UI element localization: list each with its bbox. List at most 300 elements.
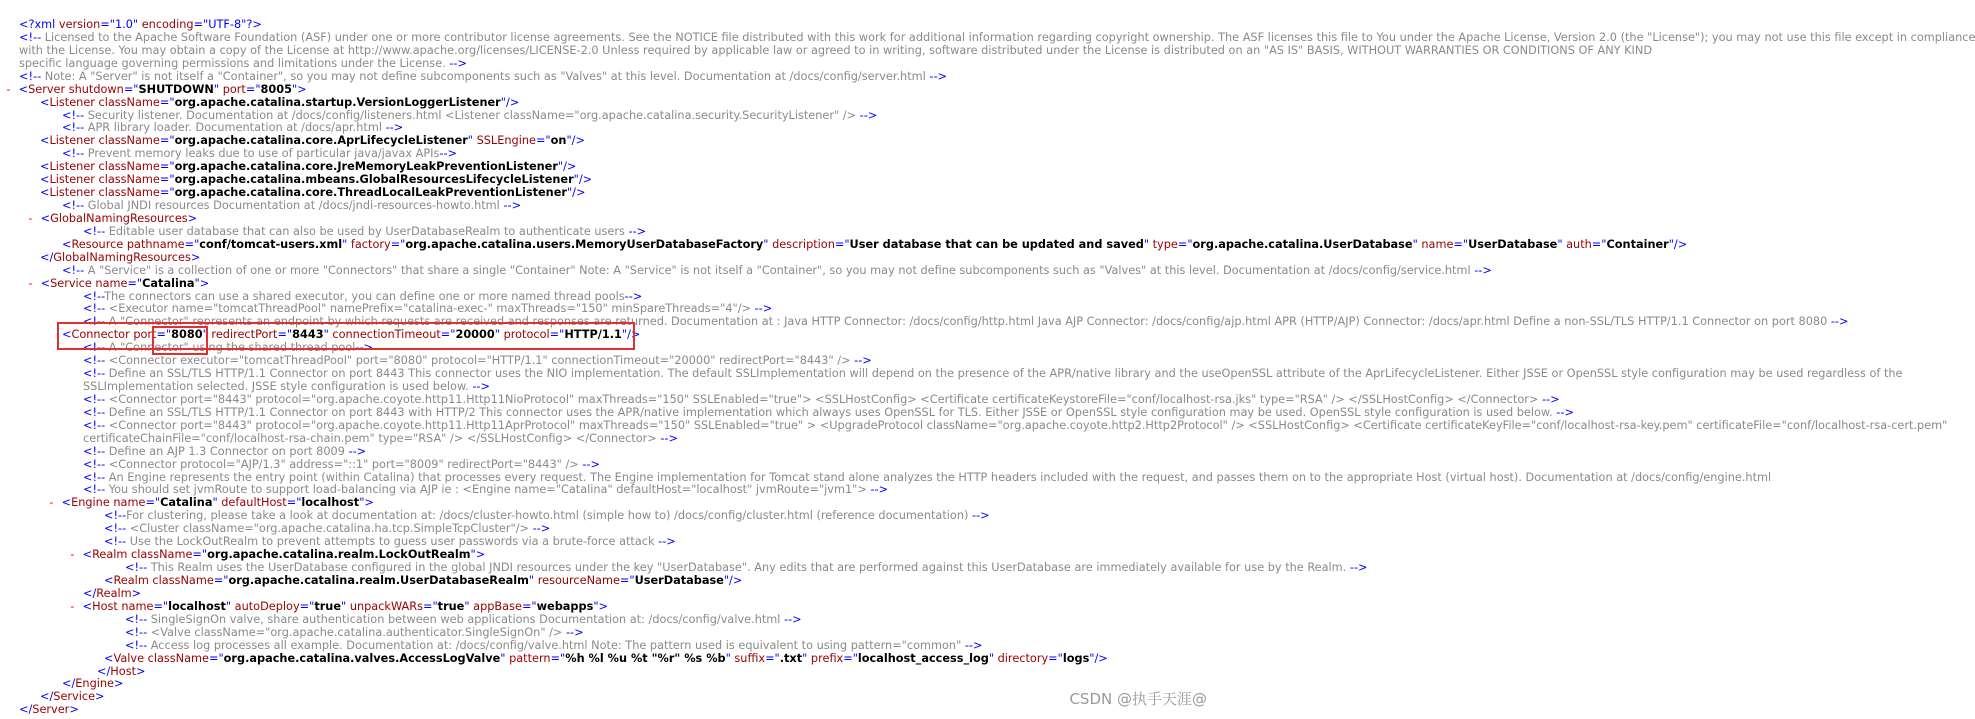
- xml-comment: Use the LockOutRealm to prevent attempts to guess user passwords via a brute-force attack: [129, 535, 659, 549]
- xml-attr-name: name: [113, 496, 146, 510]
- xml-line: [69, 548, 485, 561]
- xml-tag-name: Listener: [49, 173, 99, 187]
- xml-attr-name: SSLEngine: [476, 134, 536, 148]
- collapse-toggle[interactable]: -: [5, 82, 19, 96]
- xml-attr-name: suffix: [734, 651, 766, 665]
- xml-punct: -->: [854, 354, 872, 368]
- xml-comment: with the License. You may obtain a copy of the License at http://www.apache.org/licenses/LICENSE-2.0 Unless required by applicable law or agreed to in writing, software distributed under the License is distributed on an "AS IS" BASIS, WITHOUT WARRANTIES OR CONDITIONS OF ANY KIND: [19, 43, 1653, 57]
- xml-punct: <!--: [125, 612, 151, 626]
- xml-tag-name: Service: [53, 690, 96, 704]
- xml-attr-value: org.apache.catalina.realm.LockOutRealm: [207, 548, 471, 562]
- xml-punct: -->: [565, 625, 584, 639]
- xml-comment: A "Connector" using the shared thread pool: [108, 341, 356, 355]
- xml-punct: "/>: [557, 160, 577, 174]
- xml-tag-name: Listener: [49, 186, 99, 200]
- xml-line: [40, 134, 585, 147]
- xml-punct: ": [467, 134, 477, 148]
- xml-attr-value: conf/tomcat-users.xml: [199, 237, 343, 251]
- xml-punct: -->: [355, 341, 374, 355]
- xml-line: [83, 432, 678, 445]
- xml-punct: ">: [470, 548, 486, 562]
- xml-punct: ="1.0": [100, 18, 142, 31]
- xml-attr-value: org.apache.catalina.core.JreMemoryLeakPreventionListener: [174, 160, 558, 174]
- xml-punct: <: [82, 548, 93, 562]
- xml-comment: For clustering, please take a look at documentation at: /docs/cluster-howto.html (simple how to) /docs/config/cluster.html (reference documentation): [126, 509, 972, 523]
- xml-punct: =": [159, 134, 175, 148]
- xml-punct: "/>: [566, 186, 586, 200]
- xml-punct: =": [1048, 651, 1063, 665]
- xml-attr-name: className: [98, 160, 160, 174]
- xml-punct: <: [104, 573, 114, 587]
- xml-comment: certificateChainFile="conf/localhost-rsa-chain.pem" type="RSA" /> </SSLHostConfig> </Connector>: [83, 431, 661, 445]
- xml-punct: <!--: [83, 354, 109, 368]
- xml-attr-value: on: [550, 134, 567, 148]
- collapse-toggle[interactable]: -: [48, 496, 62, 510]
- xml-punct: </: [97, 664, 111, 678]
- xml-punct: =": [213, 573, 229, 587]
- xml-punct: -->: [624, 289, 643, 303]
- xml-comment: Global JNDI resources Documentation at /docs/jndi-resources-howto.html: [87, 199, 504, 213]
- xml-attr-name: connectionTimeout: [332, 328, 441, 342]
- xml-line: [83, 406, 1574, 419]
- xml-punct: =": [277, 328, 293, 342]
- xml-comment: Define an AJP 1.3 Connector on port 8009: [108, 444, 349, 458]
- xml-punct: -->: [658, 535, 676, 549]
- xml-punct: -->: [1556, 405, 1574, 419]
- port-highlight-box: [152, 326, 208, 355]
- xml-punct: =": [521, 599, 537, 613]
- xml-punct: "/>: [1668, 237, 1688, 251]
- xml-line: [62, 199, 521, 212]
- xml-punct: <: [40, 95, 50, 109]
- xml-attr-value: localhost: [168, 599, 226, 613]
- xml-attr-name: directory: [997, 651, 1049, 665]
- xml-punct: <!--: [125, 625, 151, 639]
- xml-punct: <!--: [104, 535, 130, 549]
- xml-punct: -->: [1830, 315, 1849, 329]
- xml-punct: <!--: [62, 108, 88, 122]
- xml-punct: >: [131, 586, 142, 600]
- xml-attr-value: org.apache.catalina.realm.UserDatabaseRealm: [228, 573, 529, 587]
- xml-punct: =": [299, 599, 315, 613]
- xml-punct: ": [1412, 237, 1422, 251]
- xml-comment: An Engine represents the entry point (within Catalina) that processes every request. The Engine implementation for Tomcat stand alone analyzes the HTTP headers included with the request, and passes them on to the appropriate Host (virtual host). Documentation at /docs/config/engine.html: [108, 470, 1772, 484]
- xml-punct: <!--: [83, 457, 109, 471]
- xml-line: [62, 121, 403, 134]
- xml-line: [69, 600, 608, 613]
- xml-attr-name: unpackWARs: [349, 599, 423, 613]
- xml-punct: <!--: [19, 30, 45, 44]
- xml-comment: Note: A "Server" is not itself a "Container", so you may not define subcomponents such as "Valves" at this level. Documentation at /docs/config/server.html: [44, 69, 930, 83]
- xml-punct: -->: [1474, 263, 1492, 277]
- xml-punct: <!--: [83, 367, 109, 381]
- xml-attr-name: autoDeploy: [234, 599, 300, 613]
- xml-punct: -->: [439, 147, 457, 161]
- xml-line: [62, 147, 457, 160]
- xml-comment: Define an SSL/TLS HTTP/1.1 Connector on port 8443 This connector uses the NIO implementation. The default SSLImplementation will depend on the presence of the APR/native library and the useOpenSSL attribute of the AprLifecycleListener. Either JSSE or OpenSSL style configuration may be used regardless of the: [108, 367, 1903, 381]
- xml-line: [125, 639, 982, 652]
- xml-punct: <: [40, 134, 50, 148]
- xml-punct: -->: [754, 302, 773, 316]
- xml-punct: ": [342, 237, 351, 251]
- xml-tag-name: Host: [110, 664, 137, 678]
- xml-tag-name: Realm: [96, 586, 132, 600]
- xml-punct: -->: [582, 457, 600, 471]
- xml-attr-name: className: [98, 173, 160, 187]
- xml-line: [83, 367, 1903, 380]
- xml-punct: </: [40, 250, 54, 264]
- csdn-watermark: CSDN @执手天涯@: [1069, 690, 1207, 708]
- xml-tag-name: Realm: [113, 573, 153, 587]
- xml-line: [125, 626, 584, 639]
- xml-punct: =": [1591, 237, 1607, 251]
- xml-punct: </: [83, 586, 97, 600]
- xml-attr-name: redirectPort: [211, 328, 278, 342]
- xml-line: [97, 665, 145, 678]
- xml-punct: <: [18, 82, 29, 96]
- xml-tag-name: Service: [50, 276, 96, 290]
- xml-attr-name: port: [133, 328, 157, 342]
- xml-attr-value: logs: [1062, 651, 1090, 665]
- xml-punct: =": [423, 599, 438, 613]
- xml-tag-name: Listener: [49, 95, 99, 109]
- xml-attr-value: localhost_access_log: [857, 651, 989, 665]
- xml-punct: ": [225, 599, 235, 613]
- xml-line: [83, 587, 141, 600]
- xml-punct: <!--: [125, 561, 151, 575]
- xml-punct: "/>: [573, 173, 593, 187]
- collapse-toggle[interactable]: -: [27, 276, 41, 290]
- xml-attr-name: className: [152, 573, 214, 587]
- xml-punct: =": [123, 82, 139, 96]
- xml-attr-name: name: [1421, 237, 1454, 251]
- xml-punct: -->: [660, 431, 678, 445]
- xml-punct: ">: [593, 599, 608, 613]
- xml-punct: =": [440, 328, 456, 342]
- xml-punct: <?xml: [19, 18, 59, 31]
- xml-line: [19, 31, 1975, 44]
- xml-punct: =": [765, 651, 780, 665]
- xml-attr-name: resourceName: [537, 573, 620, 587]
- xml-attr-value: localhost: [301, 496, 360, 510]
- xml-comment: <Executor name="tomcatThreadPool" namePrefix="catalina-exec-" maxThreads="150" minSpareThreads="4"/>: [108, 302, 755, 316]
- xml-punct: <!--: [83, 392, 109, 406]
- xml-punct: <: [104, 651, 114, 665]
- xml-comment: Licensed to the Apache Software Foundation (ASF) under one or more contributor license agreements. See the NOTICE file distributed with this work for additional information regarding copyright ownership. The ASF licenses this file to You under the Apache License, Version 2.0 (the "License"); you may not use this file except in compliance: [44, 30, 1975, 44]
- xml-attr-value: User database that can be updated and saved: [849, 237, 1144, 251]
- xml-attr-name: version: [58, 18, 101, 31]
- xml-punct: =": [619, 573, 635, 587]
- xml-line: [27, 212, 197, 225]
- xml-punct: >: [190, 250, 201, 264]
- xml-punct: </: [19, 703, 33, 717]
- xml-punct: >: [187, 211, 198, 225]
- xml-comment: APR library loader. Documentation at /docs/apr.html: [87, 121, 386, 135]
- xml-tag-name: GlobalNamingResources: [53, 250, 191, 264]
- xml-punct: <!--: [62, 199, 88, 213]
- xml-tag-name: Connector: [71, 328, 134, 342]
- xml-comment: <Connector port="8443" protocol="org.apache.coyote.http11.Http11NioProtocol" maxThreads="150" SSLEnabled="true"> <SSLHostConfig> <Certificate certificateKeystoreFile="conf/localhost-rsa.jks" type="RSA" /> </SSLHostConfig> </Connector>: [108, 392, 1542, 406]
- xml-tag-name: Host: [92, 599, 122, 613]
- xml-line: [27, 277, 209, 290]
- xml-attr-name: pattern: [509, 651, 551, 665]
- xml-punct: -->: [472, 380, 490, 394]
- xml-line: [83, 419, 1947, 432]
- connector-highlight-box: [57, 322, 635, 350]
- xml-line: [83, 458, 600, 471]
- xml-punct: =": [245, 82, 261, 96]
- xml-punct: ="UTF-8"?>: [193, 18, 262, 31]
- xml-punct: ": [212, 496, 222, 510]
- xml-punct: -->: [964, 638, 983, 652]
- xml-punct: <!--: [83, 315, 109, 329]
- xml-punct: ": [202, 328, 212, 342]
- xml-comment: <Connector executor="tomcatThreadPool" port="8080" protocol="HTTP/1.1" connectionTimeout="20000" redirectPort="8443" />: [108, 354, 855, 368]
- xml-punct: <: [40, 160, 50, 174]
- xml-punct: -->: [628, 224, 647, 238]
- xml-punct: "/>: [621, 328, 641, 342]
- xml-line: [19, 44, 1652, 57]
- xml-comment: <Connector protocol="AJP/1.3" address="::1" port="8009" redirectPort="8443" />: [108, 457, 583, 471]
- xml-attr-name: port: [222, 82, 246, 96]
- xml-punct: <: [40, 173, 50, 187]
- xml-punct: <!--: [83, 224, 109, 238]
- xml-punct: "/>: [1089, 651, 1108, 665]
- xml-punct: =": [145, 496, 161, 510]
- xml-comment: Access log processes all example. Documentation at: /docs/config/valve.html Note: The pattern used is equivalent to using pattern="common": [150, 638, 965, 652]
- xml-punct: <: [40, 186, 50, 200]
- xml-punct: <!--: [104, 509, 127, 523]
- xml-punct: ": [988, 651, 998, 665]
- collapse-toggle[interactable]: -: [69, 548, 83, 562]
- xml-attr-value: .txt: [779, 651, 803, 665]
- xml-tag-name: Engine: [75, 677, 114, 691]
- xml-attr-name: auth: [1566, 237, 1592, 251]
- xml-line: [40, 173, 592, 186]
- xml-punct: =": [159, 186, 175, 200]
- xml-punct: </: [62, 677, 76, 691]
- xml-tag-name: Listener: [49, 134, 99, 148]
- xml-punct: ": [323, 328, 333, 342]
- xml-line: [104, 574, 742, 587]
- xml-attr-name: name: [121, 599, 154, 613]
- xml-attr-value: org.apache.catalina.startup.VersionLoggerListener: [174, 95, 501, 109]
- xml-attr-name: className: [131, 548, 193, 562]
- xml-punct: =": [159, 95, 175, 109]
- xml-comment: SingleSignOn valve, share authentication between web applications Documentation at: /docs/config/valve.html: [150, 612, 785, 626]
- xml-attr-name: className: [98, 186, 160, 200]
- xml-line: [19, 703, 79, 716]
- xml-line: [104, 652, 1108, 665]
- xml-attr-name: factory: [350, 237, 391, 251]
- xml-comment: <Connector port="8443" protocol="org.apache.coyote.http11.Http11AprProtocol" maxThreads="150" SSLEnabled="true" > <UpgradeProtocol className="org.apache.coyote.http2.Http2Protocol" /> <SSLHostConfig> <Certificate certificateKeyFile="conf/localhost-rsa-key.pem" certificateFile="conf/localhost-rsa-cert.pem": [108, 418, 1948, 432]
- xml-attr-name: type: [1152, 237, 1178, 251]
- xml-punct: <: [61, 496, 72, 510]
- xml-attr-value: 8443: [292, 328, 324, 342]
- xml-comment: This Realm uses the UserDatabase configured in the global JNDI resources under the key "UserDatabase". Any edits that are performed against this UserDatabase are immediately available for use by the Realm.: [150, 561, 1350, 575]
- xml-punct: <!--: [83, 483, 109, 497]
- xml-punct: <!--: [83, 470, 109, 484]
- xml-attr-value: 8005: [260, 82, 292, 96]
- xml-punct: -->: [449, 56, 467, 70]
- xml-punct: ">: [291, 82, 307, 96]
- xml-punct: =": [208, 651, 224, 665]
- xml-attr-value: org.apache.catalina.mbeans.GlobalResourcesLifecycleListener: [174, 173, 574, 187]
- xml-punct: <!--: [83, 289, 105, 303]
- xml-line: [62, 109, 877, 122]
- xml-line: [5, 83, 307, 96]
- xml-line: [83, 380, 490, 393]
- xml-punct: <!--: [62, 263, 88, 277]
- xml-line: [40, 690, 105, 703]
- xml-line: [83, 290, 642, 303]
- collapse-toggle[interactable]: -: [69, 599, 83, 613]
- xml-punct: "/>: [723, 573, 743, 587]
- xml-attr-value: Catalina: [160, 496, 213, 510]
- xml-punct: ": [500, 651, 510, 665]
- xml-punct: -->: [1541, 392, 1560, 406]
- xml-comment: <Valve className="org.apache.catalina.authenticator.SingleSignOn" />: [150, 625, 566, 639]
- xml-punct: <!--: [83, 444, 109, 458]
- xml-punct: <: [82, 599, 93, 613]
- xml-attr-name: shutdown: [68, 82, 124, 96]
- xml-punct: >: [95, 690, 105, 704]
- xml-attr-name: className: [98, 134, 160, 148]
- xml-attr-name: pathname: [126, 237, 185, 251]
- xml-attr-name: description: [772, 237, 835, 251]
- xml-punct: -->: [348, 444, 367, 458]
- xml-tag-name: Server: [32, 703, 70, 717]
- xml-attr-value: UserDatabase: [1468, 237, 1558, 251]
- xml-line: [19, 57, 467, 70]
- xml-attr-value: UserDatabase: [634, 573, 724, 587]
- xml-comment: A "Connector" represents an endpoint by which requests are received and responses are returned. Documentation at : Java HTTP Connector: /docs/config/http.html Java AJP Connector: /docs/config/ajp.html APR (HTTP/AJP) Connector: /docs/apr.html Define a non-SSL/TLS HTTP/1.1 Connector on port 8080: [108, 315, 1831, 329]
- xml-punct: >: [114, 677, 124, 691]
- xml-punct: <: [40, 276, 51, 290]
- xml-punct: -->: [971, 509, 990, 523]
- xml-punct: <: [62, 237, 72, 251]
- xml-comment: The connectors can use a shared executor, you can define one or more named thread pools: [104, 289, 625, 303]
- xml-line: [104, 509, 990, 522]
- xml-punct: ">: [194, 276, 210, 290]
- xml-punct: =": [1453, 237, 1469, 251]
- xml-attr-name: prefix: [810, 651, 844, 665]
- xml-punct: <!--: [62, 121, 88, 135]
- xml-attr-value: org.apache.catalina.users.MemoryUserDatabaseFactory: [405, 237, 764, 251]
- xml-punct: =": [843, 651, 858, 665]
- xml-attr-value: 20000: [455, 328, 495, 342]
- xml-line: [48, 496, 374, 509]
- xml-punct: =": [159, 173, 175, 187]
- xml-attr-name: className: [98, 95, 160, 109]
- xml-attr-name: name: [95, 276, 128, 290]
- xml-punct: <!--: [83, 341, 109, 355]
- xml-attr-value: true: [437, 599, 465, 613]
- xml-punct: <!--: [83, 405, 109, 419]
- xml-line: [83, 483, 888, 496]
- xml-comment: Security listener. Documentation at /docs/config/listeners.html <Listener className="org.apache.catalina.security.SecurityListener" />: [87, 108, 860, 122]
- xml-line: [83, 445, 366, 458]
- xml-punct: <!--: [62, 147, 88, 161]
- xml-tag-name: Realm: [92, 548, 132, 562]
- xml-comment: You should set jvmRoute to support load-balancing via AJP ie : <Engine name="Catalina" defaultHost="localhost" jvmRoute="jvm1">: [108, 483, 871, 497]
- xml-punct: </: [40, 690, 54, 704]
- xml-attr-value: org.apache.catalina.core.AprLifecycleListener: [174, 134, 468, 148]
- xml-punct: =": [286, 496, 302, 510]
- xml-punct: ": [725, 651, 735, 665]
- xml-punct: ": [763, 237, 773, 251]
- xml-comment: Define an SSL/TLS HTTP/1.1 Connector on port 8443 with HTTP/2 This connector uses the APR/native implementation which always uses OpenSSL for TLS. Either JSSE or OpenSSL style configuration may be used. OpenSSL style configuration is used below.: [108, 405, 1557, 419]
- xml-line: [40, 96, 519, 109]
- xml-line: [125, 561, 1368, 574]
- xml-line: [62, 264, 1492, 277]
- xml-punct: -->: [385, 121, 404, 135]
- xml-punct: <!--: [19, 69, 45, 83]
- xml-punct: =": [156, 328, 172, 342]
- xml-attr-value: Container: [1606, 237, 1669, 251]
- xml-attr-value: Catalina: [142, 276, 195, 290]
- xml-line: [19, 18, 262, 31]
- xml-punct: ": [1557, 237, 1567, 251]
- xml-comment: A "Service" is a collection of one or more "Connectors" that share a single "Container" Note: A "Service" is not itself a "Container", so you may not define subcomponents such as "Valves" at this level. Documentation at /docs/config/service.html: [87, 263, 1475, 277]
- xml-tag-name: Resource: [71, 237, 127, 251]
- xml-punct: =": [535, 134, 551, 148]
- xml-punct: -->: [859, 108, 878, 122]
- xml-punct: <: [62, 328, 72, 342]
- xml-line: [83, 393, 1560, 406]
- collapse-toggle[interactable]: -: [27, 211, 41, 225]
- xml-punct: ": [341, 599, 350, 613]
- xml-punct: ": [213, 82, 223, 96]
- xml-punct: =": [127, 276, 143, 290]
- xml-comment: <Cluster className="org.apache.catalina.ha.tcp.SimpleTcpCluster"/>: [129, 522, 533, 536]
- xml-attr-value: webapps: [536, 599, 594, 613]
- xml-attr-value: %h %l %u %t "%r" %s %b: [565, 651, 726, 665]
- xml-attr-name: encoding: [141, 18, 194, 31]
- xml-comment: Prevent memory leaks due to use of particular java/javax APIs: [87, 147, 440, 161]
- xml-attr-name: appBase: [473, 599, 522, 613]
- xml-line: [104, 535, 676, 548]
- xml-attr-value: org.apache.catalina.core.ThreadLocalLeakPreventionListener: [174, 186, 567, 200]
- xml-punct: =": [159, 160, 175, 174]
- xml-punct: =": [1177, 237, 1193, 251]
- xml-punct: -->: [1349, 561, 1368, 575]
- xml-line: [83, 225, 646, 238]
- xml-punct: <!--: [83, 302, 109, 316]
- xml-punct: =": [549, 328, 565, 342]
- xml-punct: >: [136, 664, 146, 678]
- xml-punct: -->: [503, 199, 522, 213]
- xml-line: [40, 251, 200, 264]
- xml-line: [104, 522, 550, 535]
- xml-attr-value: true: [314, 599, 342, 613]
- xml-line: [83, 302, 772, 315]
- xml-attr-value: SHUTDOWN: [138, 82, 214, 96]
- xml-punct: "/>: [566, 134, 585, 148]
- xml-punct: ": [528, 573, 538, 587]
- xml-punct: <!--: [104, 522, 130, 536]
- xml-line: [83, 354, 872, 367]
- xml-tag-name: Valve: [113, 651, 148, 665]
- xml-punct: <!--: [125, 638, 151, 652]
- xml-tag-name: GlobalNamingResources: [50, 211, 188, 225]
- xml-punct: -->: [784, 612, 802, 626]
- xml-tag-name: Listener: [49, 160, 99, 174]
- xml-punct: ": [494, 328, 504, 342]
- xml-punct: =": [550, 651, 566, 665]
- xml-line: [19, 70, 947, 83]
- xml-punct: <!--: [83, 418, 109, 432]
